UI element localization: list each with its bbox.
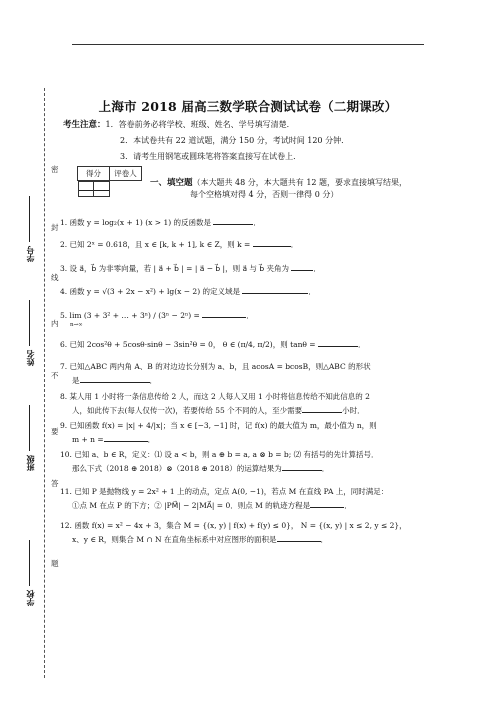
seal-char: 封 [51, 223, 59, 232]
seal-char: 内 [51, 319, 59, 328]
answer-blank[interactable] [318, 337, 358, 347]
question-text: 已知 P 是抛物线 y = 2x² + 1 上的动点，定点 A(0, −1)，若点 M 在直线 PA 上，同时满足： [74, 487, 389, 496]
answer-blank[interactable] [310, 498, 344, 508]
question-text: 已知 2cos²θ + 5cosθ·sinθ − 3sin²θ = 0， θ ∈ (π/4, π/2)，则 tanθ = [69, 340, 316, 349]
side-label-school-text: 学校 [25, 590, 35, 606]
question-tail: ． [320, 535, 328, 544]
question-6 [60, 337, 448, 351]
question-text: 那么下式（2018 ⊕ 2018）⊗（2018 ⊕ 2018）的运算结果为 [72, 464, 282, 473]
question-text: 已知函数 f(x) = |x| + 4/|x|；当 x ∈ [−3, −1] 时，记 f(x) 的最大值为 m，最小值为 n，则 [69, 421, 377, 430]
side-label-class-text: 班级 [25, 455, 35, 471]
answer-blank[interactable] [277, 532, 321, 542]
question-text: m + n = [72, 435, 104, 444]
question-number: 6. [60, 340, 68, 349]
answer-blank[interactable] [80, 373, 150, 383]
question-tail: ． [344, 501, 352, 510]
question-tail: ． [358, 340, 366, 349]
question-text: x、y ∈ R，则集合 M ∩ N 在直角坐标系中对应图形的面积是 [72, 535, 277, 544]
score-label: 得分 [78, 167, 110, 181]
score-box [77, 166, 142, 193]
question-tail: 小时． [342, 406, 365, 415]
question-number: 11. [60, 487, 72, 496]
notice-item: 1．答卷前务必将学校、班级、姓名、学号填写清楚． [105, 120, 295, 129]
question-10 [60, 449, 448, 475]
seal-char: 题 [51, 559, 59, 568]
question-text: 函数 y = log₂(x + 1) (x > 1) 的反函数是 [69, 218, 212, 227]
question-2 [60, 237, 448, 251]
grader-label: 评卷人 [110, 167, 142, 181]
question-tail: ． [313, 264, 321, 273]
side-label-school [24, 540, 35, 606]
answer-blank[interactable] [242, 284, 308, 294]
answer-blank[interactable] [302, 403, 342, 413]
seal-dashed-line [44, 88, 45, 678]
side-label-name-text: 姓名 [25, 350, 35, 366]
notice-block [63, 117, 349, 165]
answer-blank[interactable] [253, 237, 291, 247]
student-no-line[interactable] [30, 196, 31, 242]
question-tail: ． [253, 218, 261, 227]
question-number: 3. [60, 264, 68, 273]
seal-char: 线 [51, 273, 59, 282]
answer-blank[interactable] [282, 461, 322, 471]
question-number: 10. [60, 450, 72, 459]
seal-char: 不 [51, 371, 59, 380]
section-heading [150, 177, 450, 201]
question-4 [60, 284, 448, 298]
question-tail: ． [147, 435, 156, 444]
question-11 [60, 486, 448, 512]
question-text: 人，如此传下去(每人仅传一次)，若要传给 55 个不同的人，至少需要 [72, 406, 303, 415]
side-label-student-no [24, 196, 35, 262]
name-line[interactable] [30, 300, 31, 346]
seal-char: 要 [51, 427, 59, 436]
limit-subscript: n→∞ [70, 322, 83, 328]
class-line[interactable] [30, 405, 31, 451]
notice-label: 考生注意： [63, 120, 106, 130]
question-1 [60, 215, 448, 229]
question-number: 12. [60, 521, 72, 530]
question-9 [60, 420, 448, 446]
notice-item: 3．请考生用钢笔或圆珠笔将答案直接写在试卷上． [120, 152, 302, 161]
question-7 [60, 361, 448, 387]
question-text: 已知 2ˣ = 0.618，且 x ∈ [k, k + 1], k ∈ Z，则 k = [69, 240, 251, 249]
question-tail: ． [290, 240, 299, 249]
side-label-name [24, 300, 35, 366]
question-tail: ． [149, 376, 157, 385]
section-desc-2: 每个空格填对得 4 分，否则一律得 0 分） [190, 190, 339, 199]
side-label-class [24, 405, 35, 471]
question-text: 是 [72, 376, 80, 385]
answer-blank[interactable] [291, 261, 313, 271]
question-text: 函数 f(x) = x² − 4x + 3，集合 M = {(x, y) | f(x) + f(y) ≤ 0}， N = {(x, y) | x ≤ 2, y ≤ 2}， [74, 521, 407, 530]
question-tail: ． [308, 287, 316, 296]
question-text: 函数 y = √(3 + 2x − x²) + lg(x − 2) 的定义域是 [69, 287, 241, 296]
side-label-student-no-text: 学号 [25, 246, 35, 262]
question-12 [60, 520, 448, 546]
question-tail: ． [321, 464, 330, 473]
question-text: 设 a⃗，b⃗ 为非零向量，若 | a⃗ + b⃗ | = | a⃗ − b⃗ |，则 a⃗ 与 b⃗ 夹角为 [69, 264, 289, 273]
exam-title: 上海市 2018 届高三数学联合测试试卷（二期课改） [98, 99, 398, 114]
answer-blank[interactable] [104, 432, 148, 442]
question-8 [60, 391, 448, 417]
answer-blank[interactable] [213, 215, 253, 225]
question-number: 1. [60, 218, 68, 227]
question-text: 某人用 1 小时将一条信息传给 2 人，而这 2 人每人又用 1 小时将信息传给不知此信息的 2 [69, 392, 370, 401]
notice-item: 2．本试卷共有 22 道试题，满分 150 分，考试时间 120 分钟． [120, 136, 350, 145]
question-text: ①点 M 在点 P 的下方；② |PM⃗| − 2|MA⃗| = 0．则点 M 的轨迹方程是 [72, 501, 311, 510]
seal-char: 答 [51, 479, 59, 488]
question-number: 8. [60, 392, 68, 401]
question-number: 7. [60, 362, 68, 371]
section-desc: （本大题共 48 分，本大题共有 12 题，要求直接填写结果， [192, 178, 408, 187]
question-number: 4. [60, 287, 68, 296]
section-title: 一、填空题 [150, 178, 193, 188]
question-number: 2. [60, 240, 68, 249]
question-text: lim (3 + 3² + … + 3ⁿ) / (3ⁿ − 2ⁿ) = [69, 311, 200, 320]
school-line[interactable] [30, 540, 31, 586]
header-rule [72, 44, 424, 45]
question-number: 9. [60, 421, 68, 430]
question-3 [60, 261, 448, 275]
question-number: 5. [60, 311, 68, 320]
answer-blank[interactable] [202, 308, 246, 318]
question-tail: ． [246, 311, 254, 320]
question-text: 已知△ABC 两内角 A、B 的对边边长分别为 a、b，且 acosA = bcosB，则△ABC 的形状 [69, 362, 371, 371]
score-cell[interactable] [78, 182, 94, 197]
question-5 [60, 308, 448, 328]
seal-char: 密 [51, 165, 59, 174]
question-text: 已知 a、b ∈ R，定义：⑴ 设 a < b，则 a ⊕ b = a, a ⊗ b = b; ⑵ 有括号的先计算括号． [74, 450, 379, 459]
grader-cell[interactable] [94, 182, 110, 197]
